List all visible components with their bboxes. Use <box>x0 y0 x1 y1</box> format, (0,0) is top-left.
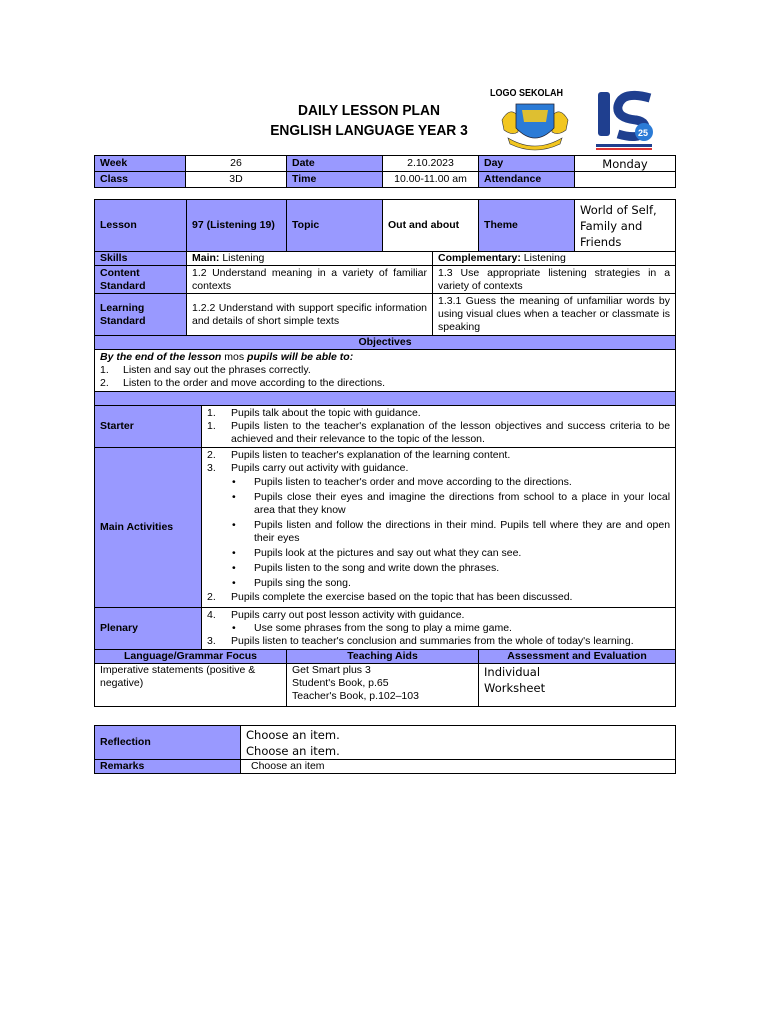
teaching-aids-cell <box>287 664 479 707</box>
starter-number: 1. <box>207 420 216 432</box>
bullet-text: Pupils listen and follow the directions in their mind. Pupils tell where they are and open their eyes <box>254 519 671 544</box>
activity-bullet: • Pupils listen and follow the directions in their mind. Pupils tell where they are and open their eyes <box>232 519 671 544</box>
step-number: 2. <box>207 591 216 603</box>
activity-bullet: • Pupils listen to teacher's order and move according to the directions. <box>232 476 572 488</box>
learning-standard-main: 1.2.2 Understand with support specific information and details of short simple texts <box>187 294 433 336</box>
header-table <box>94 155 676 188</box>
assessment-header: Assessment and Evaluation <box>479 650 676 664</box>
objective-number: 1. <box>100 364 109 376</box>
plenary-bullet: • Use some phrases from the song to play a mime game. <box>232 622 512 634</box>
ministry-logo <box>592 88 656 152</box>
content-standard-comp: 1.3 Use appropriate listening strategies in a variety of contexts <box>433 266 676 294</box>
time-label: Time <box>287 172 383 188</box>
objective-number: 2. <box>100 377 109 389</box>
assessment-line: Worksheet <box>484 681 546 695</box>
starter-item <box>202 420 670 446</box>
skills-comp <box>433 252 676 266</box>
grammar-focus-value: Imperative statements (positive & negative) <box>95 664 287 707</box>
day-value: Monday <box>575 156 676 172</box>
assessment-cell <box>479 664 676 707</box>
objective-item <box>95 364 670 377</box>
lesson-plan-table <box>94 199 676 707</box>
activity-step <box>202 462 670 475</box>
class-label: Class <box>95 172 186 188</box>
activity-bullet: • Pupils look at the pictures and say out what they can see. <box>232 547 522 559</box>
reflection-label: Reflection <box>95 726 241 760</box>
objectives-header: Objectives <box>95 336 676 350</box>
activity-step <box>202 449 670 462</box>
reflection-table <box>94 725 676 774</box>
topic-value: Out and about <box>383 200 479 252</box>
theme-label: Theme <box>479 200 575 252</box>
activity-bullet: • Pupils sing the song. <box>232 577 351 589</box>
plenary-label: Plenary <box>95 608 202 650</box>
school-crest-logo <box>500 102 570 152</box>
attendance-value <box>575 172 676 188</box>
page-title: DAILY LESSON PLAN <box>298 102 440 119</box>
logo2-number: 25 <box>638 128 649 138</box>
remarks-choice[interactable]: Choose an item <box>241 760 676 774</box>
objective-text: Listen to the order and move according to the directions. <box>123 377 386 389</box>
main-activities-cell <box>202 448 676 608</box>
skills-label: Skills <box>95 252 187 266</box>
reflection-cell <box>241 726 676 760</box>
plenary-cell <box>202 608 676 650</box>
step-number: 4. <box>207 609 216 621</box>
bullet-text: Pupils listen to teacher's order and move according to the directions. <box>254 476 572 488</box>
objectives-intro-a: By the end of the lesson <box>100 351 222 363</box>
bullet-text: Pupils close their eyes and imagine the directions from school to a place in your local area that they know <box>254 491 671 516</box>
skills-main-label: Main: <box>192 252 220 264</box>
logo-label: LOGO SEKOLAH <box>490 88 564 99</box>
class-value: 3D <box>186 172 287 188</box>
starter-text: Pupils talk about the topic with guidance. <box>231 407 421 419</box>
objective-text: Listen and say out the phrases correctly. <box>123 364 311 376</box>
step-text: Pupils carry out post lesson activity with guidance. <box>231 609 465 621</box>
topic-label: Topic <box>287 200 383 252</box>
time-value: 10.00-11.00 am <box>383 172 479 188</box>
day-label: Day <box>479 156 575 172</box>
main-activities-label: Main Activities <box>95 448 202 608</box>
skills-main-value: Listening <box>219 252 265 264</box>
attendance-label: Attendance <box>479 172 575 188</box>
skills-main <box>187 252 433 266</box>
theme-value: World of Self, Family and Friends <box>575 200 676 252</box>
starter-number: 1. <box>207 407 216 419</box>
lesson-label: Lesson <box>95 200 187 252</box>
step-text: Pupils listen to teacher's explanation of the learning content. <box>231 449 511 461</box>
step-text: Pupils listen to teacher's conclusion and summaries from the whole of today's learning. <box>231 635 634 647</box>
bullet-text: Pupils sing the song. <box>254 577 351 589</box>
reflection-choice-2[interactable]: Choose an item. <box>246 743 340 758</box>
week-value: 26 <box>186 156 287 172</box>
starter-text: Pupils listen to the teacher's explanation of the lesson objectives and success criteria to be achieved and their relevance to the topic of the lesson. <box>231 420 671 445</box>
page-subtitle: ENGLISH LANGUAGE YEAR 3 <box>270 122 468 139</box>
learning-standard-label: Learning Standard <box>95 294 187 336</box>
aid-item: Get Smart plus 3 <box>292 664 371 676</box>
reflection-choice-1[interactable]: Choose an item. <box>246 727 340 742</box>
plenary-step <box>202 609 670 622</box>
plenary-step <box>202 635 670 648</box>
objectives-intro-b: mos <box>221 351 245 363</box>
starter-label: Starter <box>95 406 202 448</box>
step-text: Pupils carry out activity with guidance. <box>231 462 409 474</box>
step-number: 3. <box>207 635 216 647</box>
objectives-cell <box>95 350 676 392</box>
activity-bullet: • Pupils listen to the song and write down the phrases. <box>232 562 500 574</box>
activity-bullet: • Pupils close their eyes and imagine the directions from school to a place in your local area that they know <box>232 491 671 516</box>
step-number: 3. <box>207 462 216 474</box>
teaching-aids-header: Teaching Aids <box>287 650 479 664</box>
step-text: Pupils complete the exercise based on the topic that has been discussed. <box>231 591 573 603</box>
bullet-text: Use some phrases from the song to play a mime game. <box>254 622 512 634</box>
content-standard-main: 1.2 Understand meaning in a variety of familiar contexts <box>187 266 433 294</box>
learning-standard-comp: 1.3.1 Guess the meaning of unfamiliar words by using visual clues when a teacher or classmate is speaking <box>433 294 676 336</box>
lesson-value: 97 (Listening 19) <box>187 200 287 252</box>
remarks-label: Remarks <box>95 760 241 774</box>
skills-comp-value: Listening <box>520 252 566 264</box>
date-label: Date <box>287 156 383 172</box>
aid-item: Student's Book, p.65 <box>292 677 389 689</box>
objective-item <box>95 377 670 390</box>
week-label: Week <box>95 156 186 172</box>
step-number: 2. <box>207 449 216 461</box>
starter-item <box>202 407 670 420</box>
grammar-focus-header: Language/Grammar Focus <box>95 650 287 664</box>
skills-comp-label: Complementary: <box>438 252 521 264</box>
bullet-text: Pupils look at the pictures and say out what they can see. <box>254 547 522 559</box>
aid-item: Teacher's Book, p.102–103 <box>292 690 419 702</box>
assessment-line: Individual <box>484 665 541 679</box>
bullet-text: Pupils listen to the song and write down the phrases. <box>254 562 500 574</box>
content-standard-label: Content Standard <box>95 266 187 294</box>
objectives-intro-c: pupils will be able to: <box>244 351 354 363</box>
objectives-intro <box>95 351 670 364</box>
activity-step <box>202 591 670 604</box>
starter-cell <box>202 406 676 448</box>
date-value: 2.10.2023 <box>383 156 479 172</box>
divider-band <box>95 392 676 406</box>
